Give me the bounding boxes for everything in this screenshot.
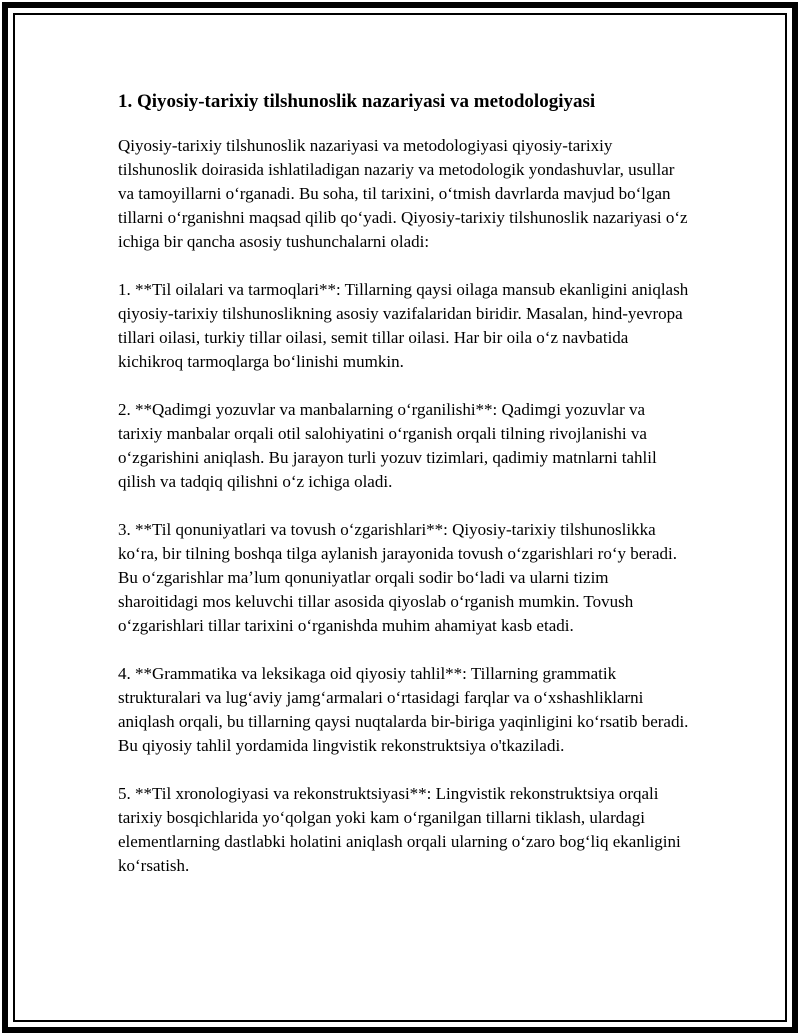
intro-paragraph: Qiyosiy-tarixiy tilshunoslik nazariyasi va metodologiyasi qiyosiy-tarixiy tilshunoslik doirasida ishlatiladigan nazariy va metodologik yondashuvlar, usullar va tamoyillarni oʻrganadi. Bu soha, til tarixini, oʻtmish davrlarda mavjud boʻlgan tillarni oʻrganishni maqsad qilib qoʻyadi. Qiyosiy-tarixiy tilshunoslik nazariyasi oʻz ichiga bir qancha asosiy tushunchalarni oladi: [118,136,688,251]
list-item-4: 4. **Grammatika va leksikaga oid qiyosiy tahlil**: Tillarning grammatik strukturalari va lugʻaviy jamgʻarmalari oʻrtasidagi farqlar va oʻxshashliklarni aniqlash orqali, bu tillarning qaysi nuqtalarda bir-biriga yaqinligini koʻrsatib beradi. Bu qiyosiy tahlil yordamida lingvistik rekonstruktsiya o'tkaziladi. [118,664,689,755]
list-item-1: 1. **Til oilalari va tarmoqlari**: Tillarning qaysi oilaga mansub ekanligini aniqlash qiyosiy-tarixiy tilshunoslikning asosiy vazifalaridan biridir. Masalan, hind-yevropa tillari oilasi, turkiy tillar oilasi, semit tillar oilasi. Har bir oila oʻz navbatida kichikroq tarmoqlarga boʻlinishi mumkin. [118,280,689,371]
document-content [118,89,690,902]
page-title: 1. Qiyosiy-tarixiy tilshunoslik nazariyasi va metodologiyasi [118,91,596,112]
list-item-3: 3. **Til qonuniyatlari va tovush oʻzgarishlari**: Qiyosiy-tarixiy tilshunoslikka koʻra, bir tilning boshqa tilga aylanish jarayonida tovush oʻzgarishlari roʻy beradi. Bu oʻzgarishlar maʼlum qonuniyatlar orqali sodir boʻladi va ularni tizim sharoitidagi mos keluvchi tillar asosida qiyoslab oʻrganish mumkin. Tovush oʻzgarishlari tillar tarixini oʻrganishda muhim ahamiyat kasb etadi. [118,520,677,635]
list-item-2: 2. **Qadimgi yozuvlar va manbalarning oʻrganilishi**: Qadimgi yozuvlar va tarixiy manbalar orqali otil salohiyatini oʻrganish orqali tilning rivojlanishi va oʻzgarishini aniqlash. Bu jarayon turli yozuv tizimlari, qadimiy matnlarni tahlil qilish va tadqiq qilishni oʻz ichiga oladi. [118,400,657,491]
list-item-5: 5. **Til xronologiyasi va rekonstruktsiyasi**: Lingvistik rekonstruktsiya orqali tarixiy bosqichlarida yoʻqolgan yoki kam oʻrganilgan tillarni tiklash, ulardagi elementlarning dastlabki holatini aniqlash orqali ularning oʻzaro bogʻliq ekanligini koʻrsatish. [118,784,681,875]
